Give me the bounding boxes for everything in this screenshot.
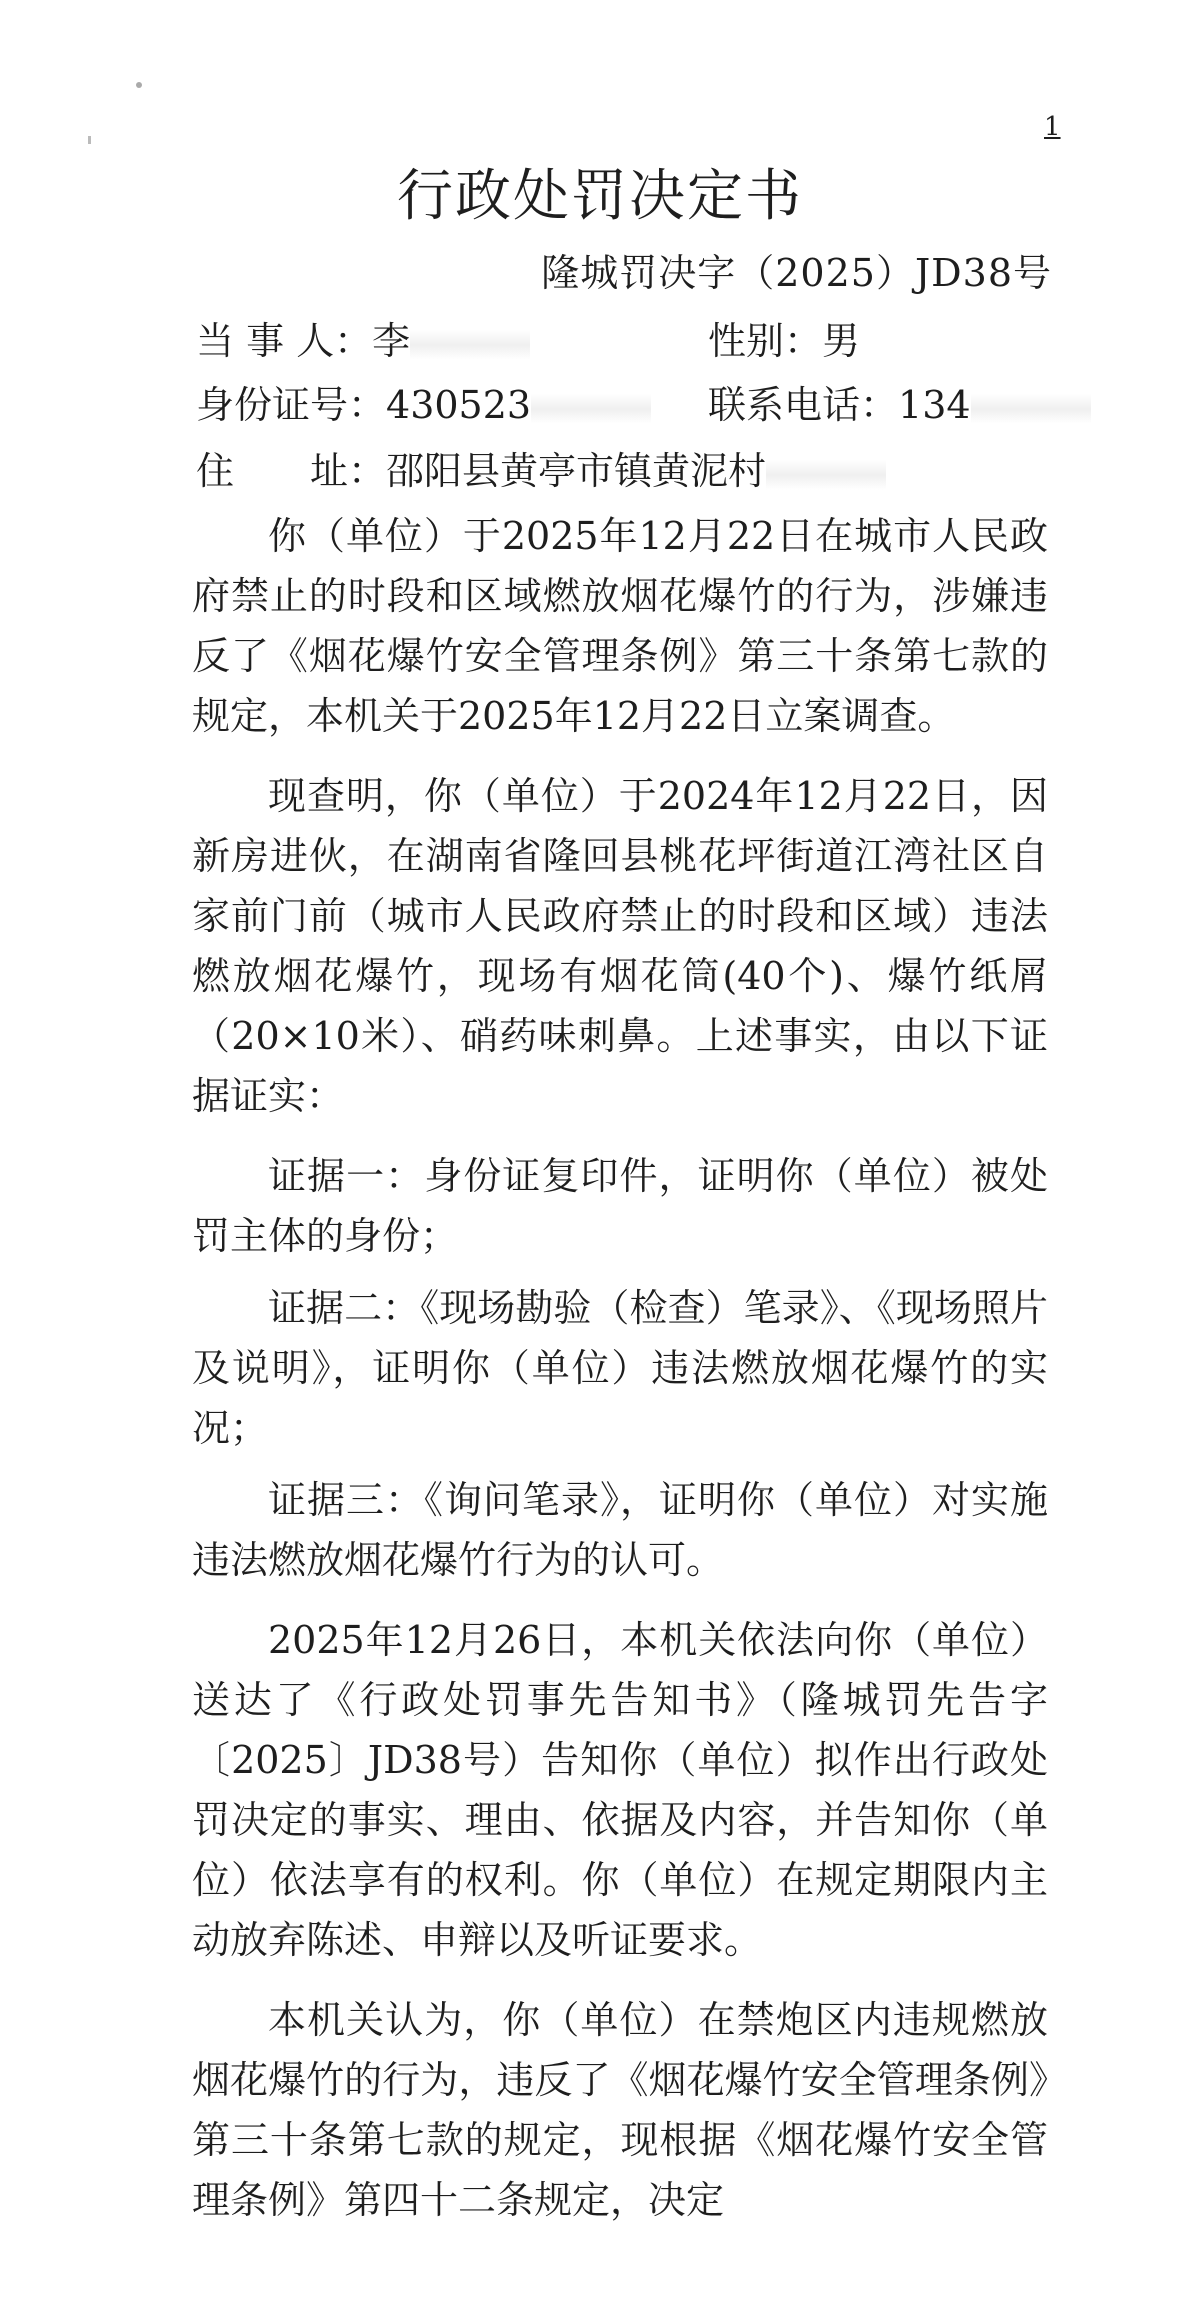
evidence-one-paragraph: 证据一：身份证复印件，证明你（单位）被处罚主体的身份； (192, 1154, 1048, 1258)
evidence-two-paragraph: 证据二：《现场勘验（检查）笔录》、《现场照片及说明》，证明你（单位）违法燃放烟花爆竹的实况； (192, 1286, 1048, 1450)
notice-paragraph: 2025年12月26日，本机关依法向你（单位）送达了《行政处罚事先告知书》（隆城罚先告字〔2025〕JD38号）告知你（单位）拟作出行政处罚决定的事实、理由、依据及内容，并告知你（单位）依法享有的权利。你（单位）在规定期限内主动放弃陈述、申辩以及听证要求。 (192, 1618, 1048, 1962)
document-title: 行政处罚决定书 (397, 164, 803, 229)
decision-paragraph: 本机关认为，你（单位）在禁炮区内违规燃放烟花爆竹的行为，违反了《烟花爆竹安全管理条例》第三十条第七款的规定，现根据《烟花爆竹安全管理条例》第四十二条规定，决定 (192, 1998, 1048, 2222)
redaction-mark (971, 394, 1091, 424)
page-number: 1 (1044, 112, 1061, 142)
gender-label: 性别： (708, 319, 823, 363)
redaction-mark (766, 460, 886, 490)
evidence-three-paragraph: 证据三：《询问笔录》，证明你（单位）对实施违法燃放烟花爆竹行为的认可。 (192, 1478, 1048, 1582)
redaction-mark (531, 394, 651, 424)
party-name-value: 李 (372, 319, 411, 363)
decision-body (192, 506, 1048, 2250)
findings-paragraph: 现查明，你（单位）于2024年12月22日，因新房进伙，在湖南省隆回县桃花坪街道江湾社区自家前门前（城市人民政府禁止的时段和区域）违法燃放烟花爆竹，现场有烟花筒(40个)、爆竹纸屑（20×10米）、硝药味刺鼻。上述事实，由以下证据证实： (192, 774, 1048, 1118)
phone-value: 134 (898, 383, 971, 427)
scan-speck (88, 136, 91, 144)
id-number-label: 身份证号： (196, 383, 387, 427)
redaction-mark (410, 330, 530, 360)
gender-value: 男 (822, 319, 861, 363)
id-number-value: 430523 (386, 383, 532, 427)
case-summary-paragraph: 你（单位）于2025年12月22日在城市人民政府禁止的时段和区域燃放烟花爆竹的行为，涉嫌违反了《烟花爆竹安全管理条例》第三十条第七款的规定，本机关于2025年12月22日立案调查。 (192, 514, 1048, 738)
phone-label: 联系电话： (708, 383, 899, 427)
document-number: 隆城罚决字（2025）JD38号 (541, 251, 1052, 295)
phone-row (708, 374, 1091, 429)
address-value: 邵阳县黄亭市镇黄泥村 (386, 449, 767, 493)
gender-row (708, 310, 860, 365)
party-name-label: 当 事 人： (196, 319, 373, 363)
scan-speck (136, 82, 142, 88)
party-name-row (196, 310, 530, 365)
id-number-row (196, 374, 651, 429)
address-label: 住 址： (196, 449, 387, 493)
address-row (196, 440, 886, 495)
